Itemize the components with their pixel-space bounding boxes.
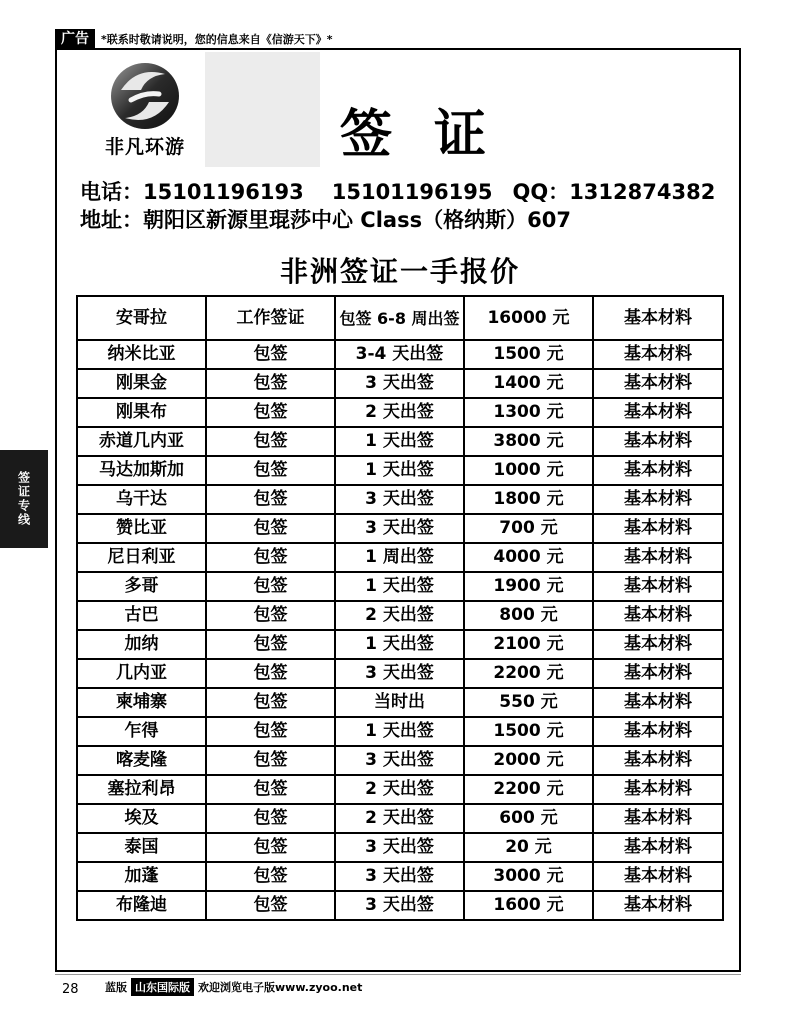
visa-type-cell: 包签: [206, 456, 335, 485]
country-cell: 赞比亚: [77, 514, 206, 543]
table-row: [77, 296, 723, 340]
country-cell: 纳米比亚: [77, 340, 206, 369]
country-cell: 乍得: [77, 717, 206, 746]
contact-phone-line: [80, 176, 715, 206]
visa-type-cell: 包签: [206, 804, 335, 833]
price-cell: 1900 元: [464, 572, 593, 601]
visa-type-cell: 包签: [206, 746, 335, 775]
visa-price-table: [76, 295, 724, 921]
materials-cell: 基本材料: [593, 862, 723, 891]
materials-cell: 基本材料: [593, 833, 723, 862]
table-row: [77, 862, 723, 891]
table-row: [77, 601, 723, 630]
price-cell: 16000 元: [464, 296, 593, 340]
ad-header: [55, 28, 333, 50]
price-cell: 1500 元: [464, 340, 593, 369]
page-title: 签证: [340, 105, 529, 165]
price-cell: 1300 元: [464, 398, 593, 427]
table-row: [77, 543, 723, 572]
country-cell: 安哥拉: [77, 296, 206, 340]
price-cell: 800 元: [464, 601, 593, 630]
price-cell: 3800 元: [464, 427, 593, 456]
disclaimer-text: *联系时敬请说明，您的信息来自《信游天下》*: [101, 33, 333, 46]
table-row: [77, 630, 723, 659]
visa-type-cell: 包签: [206, 601, 335, 630]
processing-time-cell: 3 天出签: [335, 862, 464, 891]
visa-type-cell: 包签: [206, 717, 335, 746]
visa-type-cell: 包签: [206, 369, 335, 398]
contact-address-line: [80, 204, 571, 234]
country-cell: 多哥: [77, 572, 206, 601]
table-row: [77, 340, 723, 369]
edition-label: 山东国际版: [131, 978, 194, 996]
materials-cell: 基本材料: [593, 775, 723, 804]
visa-type-cell: 包签: [206, 514, 335, 543]
price-cell: 1500 元: [464, 717, 593, 746]
table-row: [77, 891, 723, 920]
materials-cell: 基本材料: [593, 746, 723, 775]
materials-cell: 基本材料: [593, 717, 723, 746]
materials-cell: 基本材料: [593, 427, 723, 456]
materials-cell: 基本材料: [593, 456, 723, 485]
processing-time-cell: 3 天出签: [335, 746, 464, 775]
price-cell: 550 元: [464, 688, 593, 717]
price-cell: 1400 元: [464, 369, 593, 398]
country-cell: 喀麦隆: [77, 746, 206, 775]
processing-time-cell: 包签 6-8 周出签: [335, 296, 464, 340]
visa-type-cell: 包签: [206, 688, 335, 717]
address-text: 朝阳区新源里琨莎中心 Class（格纳斯）607: [143, 208, 571, 232]
visa-type-cell: 包签: [206, 833, 335, 862]
country-cell: 赤道几内亚: [77, 427, 206, 456]
country-cell: 塞拉利昂: [77, 775, 206, 804]
country-cell: 刚果金: [77, 369, 206, 398]
price-cell: 4000 元: [464, 543, 593, 572]
blurred-photo: [205, 52, 320, 167]
country-cell: 加纳: [77, 630, 206, 659]
country-cell: 埃及: [77, 804, 206, 833]
table-row: [77, 398, 723, 427]
table-row: [77, 775, 723, 804]
visa-type-cell: 包签: [206, 485, 335, 514]
processing-time-cell: 3 天出签: [335, 369, 464, 398]
side-tab: 签证专线: [0, 450, 48, 548]
processing-time-cell: 1 天出签: [335, 717, 464, 746]
footer-divider: [55, 974, 741, 975]
visa-type-cell: 包签: [206, 543, 335, 572]
table-row: [77, 833, 723, 862]
processing-time-cell: 2 天出签: [335, 775, 464, 804]
processing-time-cell: 2 天出签: [335, 398, 464, 427]
processing-time-cell: 2 天出签: [335, 804, 464, 833]
materials-cell: 基本材料: [593, 543, 723, 572]
visa-type-cell: 包签: [206, 862, 335, 891]
country-cell: 柬埔寨: [77, 688, 206, 717]
materials-cell: 基本材料: [593, 398, 723, 427]
processing-time-cell: 3 天出签: [335, 485, 464, 514]
logo-swirl-icon: [107, 60, 183, 132]
section-heading: 非洲签证一手报价: [280, 255, 521, 288]
phone-label: 电话：: [80, 180, 143, 204]
table-row: [77, 369, 723, 398]
price-cell: 3000 元: [464, 862, 593, 891]
footer-bar: [105, 978, 362, 996]
country-cell: 泰国: [77, 833, 206, 862]
processing-time-cell: 2 天出签: [335, 601, 464, 630]
processing-time-cell: 1 天出签: [335, 572, 464, 601]
table-row: [77, 746, 723, 775]
materials-cell: 基本材料: [593, 601, 723, 630]
table-row: [77, 688, 723, 717]
country-cell: 尼日利亚: [77, 543, 206, 572]
materials-cell: 基本材料: [593, 296, 723, 340]
footer-note: 欢迎浏览电子版www.zyoo.net: [198, 981, 363, 994]
processing-time-cell: 3 天出签: [335, 833, 464, 862]
price-cell: 20 元: [464, 833, 593, 862]
processing-time-cell: 3 天出签: [335, 891, 464, 920]
visa-type-cell: 包签: [206, 398, 335, 427]
country-cell: 布隆迪: [77, 891, 206, 920]
visa-type-cell: 包签: [206, 775, 335, 804]
country-cell: 几内亚: [77, 659, 206, 688]
country-cell: 古巴: [77, 601, 206, 630]
processing-time-cell: 1 周出签: [335, 543, 464, 572]
price-cell: 1600 元: [464, 891, 593, 920]
country-cell: 加蓬: [77, 862, 206, 891]
price-cell: 2200 元: [464, 775, 593, 804]
processing-time-cell: 1 天出签: [335, 630, 464, 659]
address-label: 地址：: [80, 208, 143, 232]
visa-type-cell: 包签: [206, 572, 335, 601]
price-cell: 1000 元: [464, 456, 593, 485]
materials-cell: 基本材料: [593, 688, 723, 717]
materials-cell: 基本材料: [593, 369, 723, 398]
price-cell: 700 元: [464, 514, 593, 543]
materials-cell: 基本材料: [593, 630, 723, 659]
table-row: [77, 717, 723, 746]
processing-time-cell: 3 天出签: [335, 514, 464, 543]
price-cell: 2200 元: [464, 659, 593, 688]
country-cell: 乌干达: [77, 485, 206, 514]
materials-cell: 基本材料: [593, 659, 723, 688]
qq-number: 1312874382: [569, 180, 716, 204]
materials-cell: 基本材料: [593, 891, 723, 920]
materials-cell: 基本材料: [593, 804, 723, 833]
price-cell: 600 元: [464, 804, 593, 833]
phone-number-2: 15101196195: [331, 180, 493, 204]
phone-number-1: 15101196193: [143, 180, 304, 204]
table-row: [77, 514, 723, 543]
edition-prefix: 蓝版: [105, 981, 127, 994]
processing-time-cell: 3-4 天出签: [335, 340, 464, 369]
visa-type-cell: 包签: [206, 630, 335, 659]
table-row: [77, 427, 723, 456]
country-cell: 马达加斯加: [77, 456, 206, 485]
processing-time-cell: 当时出: [335, 688, 464, 717]
visa-type-cell: 包签: [206, 659, 335, 688]
table-row: [77, 456, 723, 485]
table-row: [77, 572, 723, 601]
page-number: 28: [62, 982, 79, 997]
visa-type-cell: 包签: [206, 427, 335, 456]
visa-type-cell: 包签: [206, 891, 335, 920]
qq-label: QQ：: [512, 180, 570, 204]
company-logo: [95, 60, 195, 165]
materials-cell: 基本材料: [593, 514, 723, 543]
price-cell: 1800 元: [464, 485, 593, 514]
logo-text: 非凡环游: [104, 136, 185, 158]
materials-cell: 基本材料: [593, 340, 723, 369]
table-row: [77, 804, 723, 833]
price-cell: 2100 元: [464, 630, 593, 659]
processing-time-cell: 3 天出签: [335, 659, 464, 688]
ad-tag: 广告: [55, 29, 95, 49]
table-row: [77, 485, 723, 514]
materials-cell: 基本材料: [593, 485, 723, 514]
visa-type-cell: 工作签证: [206, 296, 335, 340]
processing-time-cell: 1 天出签: [335, 456, 464, 485]
table-row: [77, 659, 723, 688]
materials-cell: 基本材料: [593, 572, 723, 601]
processing-time-cell: 1 天出签: [335, 427, 464, 456]
price-cell: 2000 元: [464, 746, 593, 775]
visa-type-cell: 包签: [206, 340, 335, 369]
country-cell: 刚果布: [77, 398, 206, 427]
